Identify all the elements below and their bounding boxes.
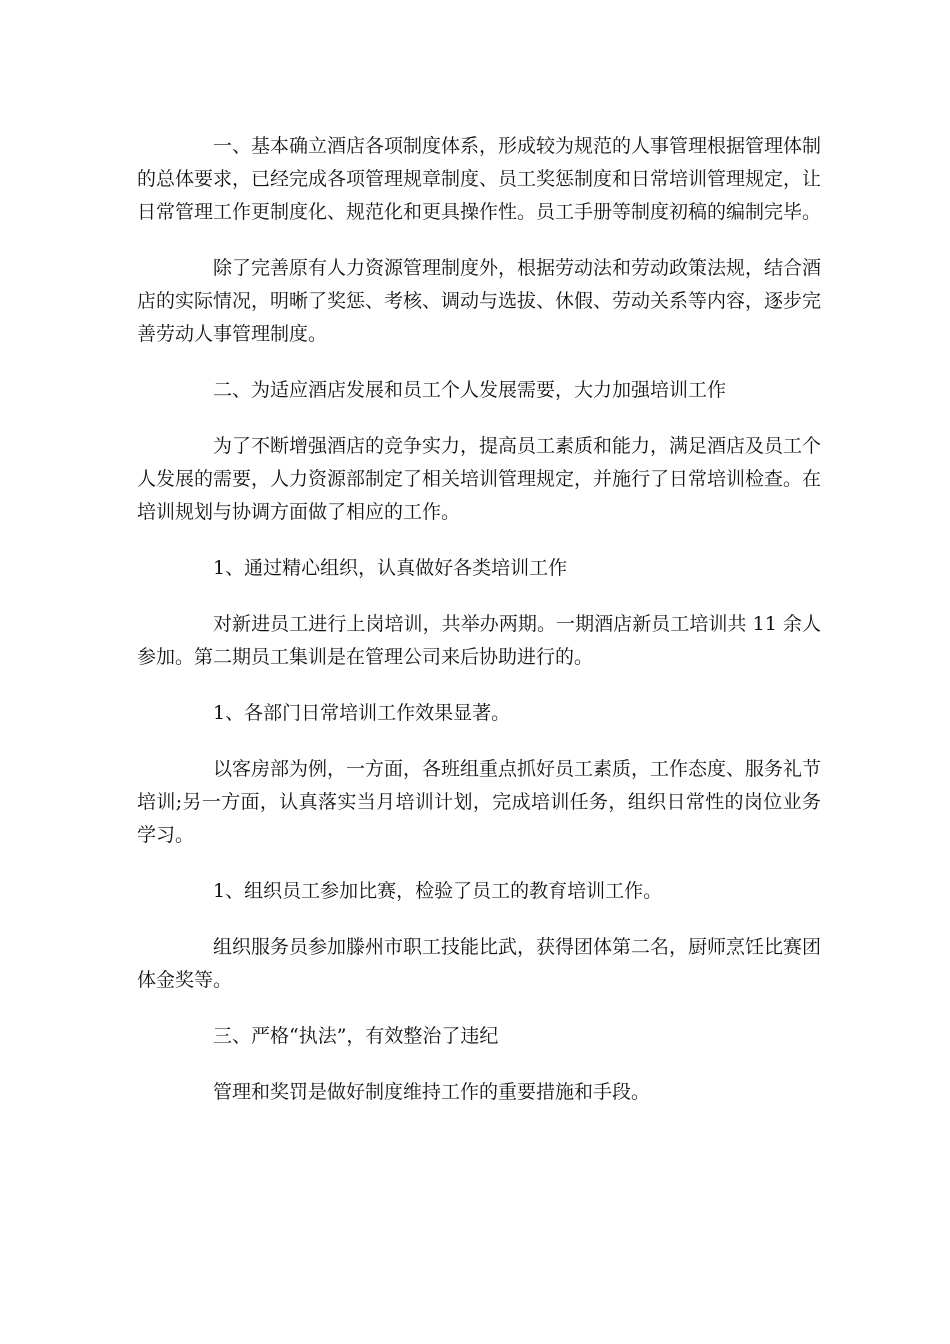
paragraph-6: 组织服务员参加滕州市职工技能比武，获得团体第二名，厨师烹饪比赛团体金奖等。: [137, 936, 822, 991]
subheading-1: 1、通过精心组织，认真做好各类培训工作: [213, 557, 568, 579]
section-heading-3: 三、严格“执法”，有效整治了违纪: [213, 1025, 499, 1047]
paragraph-3: 为了不断增强酒店的竞争实力，提高员工素质和能力，满足酒店及员工个人发展的需要，人力资源部制定了相关培训管理规定，并施行了日常培训检查。在培训规划与协调方面做了相应的工作。: [137, 435, 822, 523]
section-heading-2: 二、为适应酒店发展和员工个人发展需要，大力加强培训工作: [213, 379, 727, 401]
paragraph-1: 一、基本确立酒店各项制度体系，形成较为规范的人事管理根据管理体制的总体要求，已经完成各项管理规章制度、员工奖惩制度和日常培训管理规定，让日常管理工作更制度化、规范化和更具操作性。员工手册等制度初稿的编制完毕。: [137, 135, 822, 223]
paragraph-5: 以客房部为例，一方面，各班组重点抓好员工素质，工作态度、服务礼节培训;另一方面，认真落实当月培训计划，完成培训任务，组织日常性的岗位业务学习。: [137, 758, 822, 846]
paragraph-7: 管理和奖罚是做好制度维持工作的重要措施和手段。: [213, 1081, 651, 1103]
document-body: [137, 130, 821, 1132]
subheading-3: 1、组织员工参加比赛，检验了员工的教育培训工作。: [213, 880, 663, 902]
paragraph-4: 对新进员工进行上岗培训，共举办两期。一期酒店新员工培训共 11 余人参加。第二期员工集训是在管理公司来后协助进行的。: [137, 613, 821, 668]
paragraph-2: 除了完善原有人力资源管理制度外，根据劳动法和劳动政策法规，结合酒店的实际情况，明晰了奖惩、考核、调动与选拔、休假、劳动关系等内容，逐步完善劳动人事管理制度。: [137, 257, 822, 345]
subheading-2: 1、各部门日常培训工作效果显著。: [213, 702, 511, 724]
